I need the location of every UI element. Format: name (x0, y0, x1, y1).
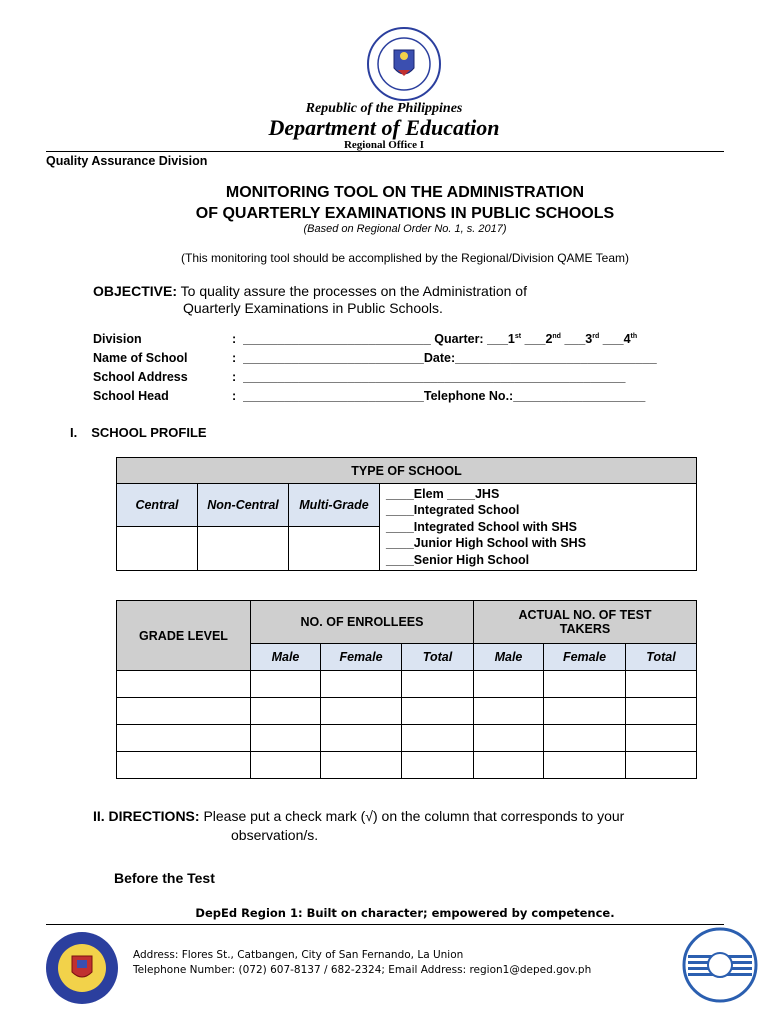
footer-address-block (133, 948, 591, 978)
department-heading: Department of Education (268, 115, 500, 140)
sub-total-2: Total (626, 644, 697, 671)
field-value-division[interactable]: : ___________________________ Quarter: ___1st ___2nd ___3rd ___4th (232, 332, 638, 346)
cell[interactable] (321, 752, 402, 779)
cell[interactable] (321, 671, 402, 698)
col-non-central: Non-Central (198, 484, 289, 527)
footer-contact: Telephone Number: (072) 607-8137 / 682-2324; Email Address: region1@deped.gov.ph (133, 964, 592, 976)
cell[interactable] (626, 752, 697, 779)
cell[interactable] (544, 725, 626, 752)
cell[interactable] (251, 752, 321, 779)
field-value-head[interactable]: : __________________________Telephone No.:___________________ (232, 389, 646, 403)
directions-text-1: Please put a check mark (√) on the column that corresponds to your (199, 808, 625, 824)
regional-office-heading: Regional Office I (343, 139, 425, 151)
option-integrated-shs[interactable]: ____Integrated School with SHS (386, 519, 578, 534)
field-label-address: School Address (93, 370, 188, 384)
deped-region-logo (44, 930, 120, 1006)
cell[interactable] (321, 725, 402, 752)
division-label: Quality Assurance Division (46, 154, 208, 168)
cell[interactable] (474, 725, 544, 752)
cell[interactable] (474, 752, 544, 779)
directions-line-1 (93, 808, 624, 824)
option-shs[interactable]: ____Senior High School (386, 552, 530, 567)
cell-multi-grade[interactable] (289, 527, 380, 571)
cell[interactable] (117, 671, 251, 698)
directions-label: II. DIRECTIONS: (93, 808, 200, 824)
cell[interactable] (251, 698, 321, 725)
cell-central[interactable] (117, 527, 198, 571)
cell[interactable] (402, 752, 474, 779)
title-line-2: OF QUARTERLY EXAMINATIONS IN PUBLIC SCHOOLS (195, 205, 615, 222)
cell[interactable] (474, 698, 544, 725)
field-value-address[interactable]: : _______________________________________________________ (232, 370, 626, 384)
enrollment-table (116, 600, 697, 779)
objective-line-1 (93, 283, 527, 299)
sub-male-2: Male (474, 644, 544, 671)
cell[interactable] (626, 671, 697, 698)
type-of-school-table (116, 457, 697, 571)
footer-address: Address: Flores St., Catbangen, City of San Fernando, La Union (133, 949, 464, 961)
cell[interactable] (626, 725, 697, 752)
col-central: Central (117, 484, 198, 527)
before-test-heading: Before the Test (114, 870, 215, 886)
cell[interactable] (544, 671, 626, 698)
type-of-school-header: TYPE OF SCHOOL (117, 458, 697, 484)
directions-line-2: observation/s. (231, 827, 319, 843)
title-line-1: MONITORING TOOL ON THE ADMINISTRATION (225, 184, 585, 201)
title-basis: (Based on Regional Order No. 1, s. 2017) (303, 223, 507, 235)
section-1-label: SCHOOL PROFILE (91, 425, 207, 440)
republic-heading: Republic of the Philippines (305, 101, 463, 116)
sub-male-1: Male (251, 644, 321, 671)
footer-motto: DepEd Region 1: Built on character; empowered by competence. (195, 906, 615, 920)
cell[interactable] (402, 725, 474, 752)
iso-certification-logo (682, 927, 758, 1003)
objective-line-2: Quarterly Examinations in Public Schools. (183, 300, 443, 316)
cell[interactable] (117, 752, 251, 779)
cell[interactable] (402, 698, 474, 725)
table-row (117, 725, 697, 752)
table-row (117, 698, 697, 725)
cell[interactable] (251, 671, 321, 698)
cell[interactable] (626, 698, 697, 725)
cell[interactable] (544, 752, 626, 779)
sub-female-1: Female (321, 644, 402, 671)
sub-total-1: Total (402, 644, 474, 671)
cell[interactable] (251, 725, 321, 752)
objective-label: OBJECTIVE: (93, 283, 178, 299)
field-value-school[interactable]: : __________________________Date:_____________________________ (232, 351, 657, 365)
field-label-school: Name of School (93, 351, 188, 365)
footer-divider (46, 924, 724, 925)
option-elem-jhs[interactable]: ____Elem ____JHS (386, 486, 500, 501)
table-row (117, 671, 697, 698)
option-integrated[interactable]: ____Integrated School (386, 503, 520, 518)
grade-level-header: GRADE LEVEL (117, 601, 251, 671)
col-multi-grade: Multi-Grade (289, 484, 380, 527)
cell[interactable] (402, 671, 474, 698)
field-label-division: Division (93, 332, 142, 346)
section-1-number: I. (70, 425, 78, 440)
header-divider (46, 151, 724, 152)
table-row (117, 752, 697, 779)
school-type-options[interactable] (380, 484, 697, 571)
cell-non-central[interactable] (198, 527, 289, 571)
deped-seal-logo (366, 26, 442, 102)
enrollees-header: NO. OF ENROLLEES (251, 601, 474, 644)
cell[interactable] (117, 725, 251, 752)
objective-text-1: To quality assure the processes on the Administration of (177, 283, 527, 299)
cell[interactable] (544, 698, 626, 725)
accomplish-note: (This monitoring tool should be accomplished by the Regional/Division QAME Team) (181, 251, 629, 265)
cell[interactable] (321, 698, 402, 725)
cell[interactable] (117, 698, 251, 725)
cell[interactable] (474, 671, 544, 698)
takers-header: ACTUAL NO. OF TEST TAKERS (474, 601, 697, 644)
field-label-head: School Head (93, 389, 169, 403)
sub-female-2: Female (544, 644, 626, 671)
section-1-heading (70, 425, 207, 440)
option-jhs-shs[interactable]: ____Junior High School with SHS (386, 536, 587, 551)
